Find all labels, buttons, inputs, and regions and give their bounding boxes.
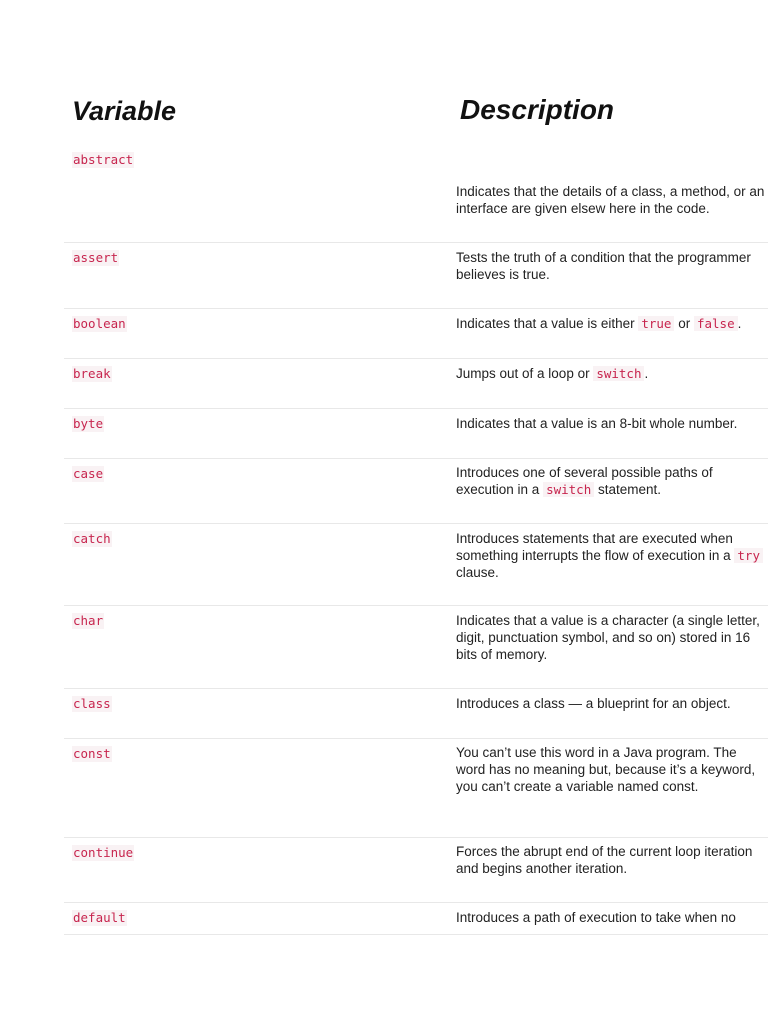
keyword-description — [456, 365, 766, 382]
keyword-description — [456, 183, 766, 217]
table-row — [64, 458, 768, 524]
table-row — [64, 358, 768, 409]
table-row — [64, 242, 768, 309]
inline-code: switch — [593, 366, 644, 381]
keyword-catch: catch — [73, 531, 111, 546]
table-row — [64, 738, 768, 838]
keyword-description — [456, 909, 766, 926]
description-text: or — [674, 316, 694, 331]
table-row — [64, 605, 768, 689]
description-text: Tests the truth of a condition that the programmer believes is true. — [456, 250, 751, 282]
keyword-description — [456, 464, 766, 498]
inline-code: false — [694, 316, 738, 331]
inline-code: try — [734, 548, 763, 563]
description-text: Indicates that a value is a character (a single letter, digit, punctuation symbol, and so on) stored in 16 bits of memory. — [456, 613, 760, 662]
keyword-char: char — [73, 613, 104, 628]
keyword-abstract: abstract — [73, 152, 134, 167]
table-row — [64, 688, 768, 739]
description-text: Introduces one of several possible paths of execution in a — [456, 465, 713, 497]
variable-column-header: Variable — [72, 96, 177, 126]
keyword-description — [456, 695, 766, 712]
keyword-description — [456, 249, 766, 283]
keyword-case: case — [73, 466, 104, 481]
keyword-description — [456, 612, 766, 663]
keyword-description — [456, 415, 766, 432]
table-row — [64, 523, 768, 606]
keyword-class: class — [73, 696, 111, 711]
description-text: . — [644, 366, 649, 381]
description-text: . — [737, 316, 742, 331]
description-text: statement. — [594, 482, 662, 497]
description-text: Indicates that a value is either — [456, 316, 639, 331]
description-column-header: Description — [460, 94, 615, 125]
keyword-assert: assert — [73, 250, 119, 265]
keyword-default: default — [73, 910, 126, 925]
description-text: You can’t use this word in a Java program. The word has no meaning but, because it’s a keyword, you can’t create a variable named const. — [456, 745, 756, 794]
keyword-byte: byte — [73, 416, 104, 431]
description-text: Indicates that a value is an 8-bit whole number. — [456, 416, 738, 431]
description-text: Introduces a path of execution to take when no — [456, 910, 736, 925]
table-row — [64, 408, 768, 459]
keyword-description — [456, 315, 766, 332]
keyword-description — [456, 744, 766, 795]
keyword-continue: continue — [73, 845, 134, 860]
table-row — [64, 308, 768, 359]
table-row — [64, 902, 768, 935]
description-text: Forces the abrupt end of the current loop iteration and begins another iteration. — [456, 844, 753, 876]
description-text: Introduces statements that are executed when something interrupts the flow of execution in a — [456, 531, 735, 563]
inline-code: true — [638, 316, 674, 331]
description-text: Introduces a class — a blueprint for an object. — [456, 696, 731, 711]
inline-code: switch — [543, 482, 594, 497]
keyword-description — [456, 843, 766, 877]
description-text: Indicates that the details of a class, a method, or an interface are given elsew here in the code. — [456, 184, 765, 216]
keyword-boolean: boolean — [73, 316, 126, 331]
keyword-const: const — [73, 746, 111, 761]
keyword-break: break — [73, 366, 111, 381]
table-row — [64, 837, 768, 903]
description-text: Jumps out of a loop or — [456, 366, 594, 381]
keyword-description — [456, 530, 766, 581]
description-text: clause. — [456, 565, 499, 580]
table-row — [64, 140, 768, 243]
